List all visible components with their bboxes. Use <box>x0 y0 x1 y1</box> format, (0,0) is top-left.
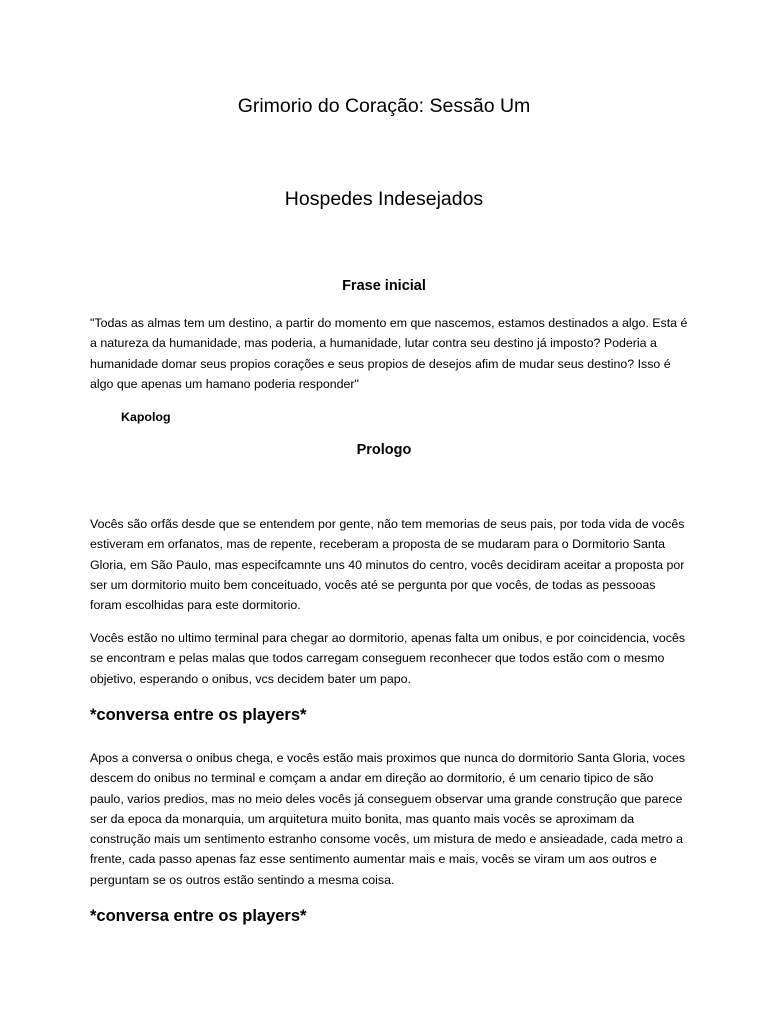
prologue-paragraph-2: Vocês estão no ultimo terminal para chegar ao dormitorio, apenas falta um onibus, e por coincidencia, vocês se encontram e pelas malas que todos carregam conseguem reconhecer que todos estão com o mesmo objetivo, esperando o onibus, vcs decidem bater um papo. <box>90 631 686 686</box>
document-title: Grimorio do Coração: Sessão Um <box>237 95 531 117</box>
document-subtitle: Hospedes Indesejados <box>284 188 484 210</box>
opening-quote: "Todas as almas tem um destino, a partir do momento em que nascemos, estamos destinados a algo. Esta é a natureza da humanidade, mas poderia, a humanidade, lutar contra seu destino já imposto? Poderia a humanidade domar seus propios corações e seus propios de desejos afim de mudar seus destino? Isso é algo que apenas um hamano poderia responder" <box>90 316 688 391</box>
player-conversation-note-2: *conversa entre os players* <box>90 907 307 925</box>
quote-author: Kapolog <box>121 410 171 424</box>
player-conversation-note-1: *conversa entre os players* <box>90 706 307 724</box>
section-heading-opening: Frase inicial <box>342 278 426 294</box>
prologue-paragraph-3: Apos a conversa o onibus chega, e vocês estão mais proximos que nunca do dormitorio Santa Gloria, voces descem do onibus no terminal e comçam a andar em direção ao dormitorio, é um cenario tipico de são paulo, varios predios, mas no meio deles vocês já conseguem observar uma grande construção que parece ser da epoca da monarquia, um arquitetura muito bonita, mas quanto mais vocês se aproximam da construção mais um sentimento estranho consome vocês, um mistura de medo e ansieadade, cada metro a frente, cada passo apenas faz esse sentimento aumentar mais e mais, vocês se viram um aos outros e perguntam se os outros estão sentindo a mesma coisa. <box>90 751 686 887</box>
section-heading-prologue: Prologo <box>356 442 412 458</box>
prologue-paragraph-1: Vocês são orfãs desde que se entendem por gente, não tem memorias de seus pais, por toda vida de vocês estiveram em orfanatos, mas de repente, receberam a proposta de se mudaram para o Dormitorio Santa Gloria, em São Paulo, mas especifcamnte uns 40 minutos do centro, vocês decidiram aceitar a proposta por ser um dormitorio muito bem conceituado, vocês até se pergunta por que vocês, de todas as pessooas foram escolhidas para este dormitorio. <box>90 517 685 613</box>
